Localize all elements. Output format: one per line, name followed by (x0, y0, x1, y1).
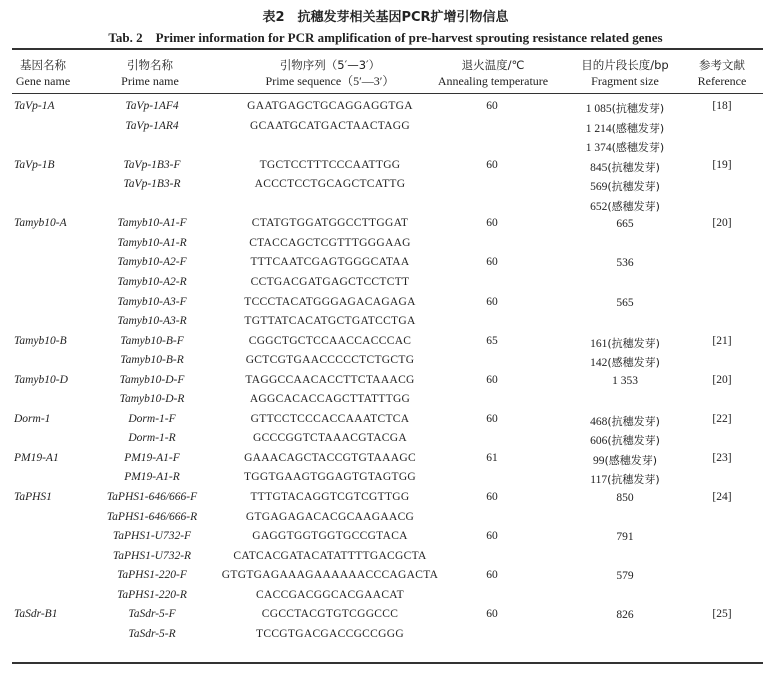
primer-cell: TaPHS1-646/666-F (106, 491, 198, 503)
fragment-cell (556, 608, 694, 621)
primer-cell: Tamyb10-D-F (119, 373, 185, 386)
table-row (0, 98, 771, 118)
fragment-note: (感穗发芽) (611, 141, 665, 155)
fragment-cell (556, 413, 694, 429)
reference-cell: [23] (712, 451, 732, 464)
table-row (0, 391, 771, 411)
fragment-size: 579 (616, 570, 634, 583)
reference-cell: [20] (712, 373, 732, 386)
fragment-size: 665 (616, 218, 634, 231)
primer-cell: Dorm-1-R (128, 432, 176, 445)
reference-cell: [21] (712, 334, 732, 347)
annealing-cell: 60 (486, 373, 498, 386)
fragment-size: 850 (616, 492, 634, 504)
sequence-cell: TAGGCCAACACCTTCTAAACG (245, 373, 415, 386)
annealing-cell: 60 (486, 100, 498, 112)
table-row (0, 333, 771, 353)
header-annealing: 退火温度/℃ Annealing temperature (437, 58, 549, 88)
table-row (0, 489, 771, 509)
fragment-cell (556, 217, 694, 230)
reference-cell: [18] (712, 100, 732, 112)
table-row (0, 176, 771, 196)
primer-cell: Tamyb10-A2-F (117, 256, 187, 269)
primer-cell: TaPHS1-220-R (117, 588, 187, 601)
annealing-cell: 60 (486, 295, 498, 308)
reference-cell: [19] (712, 158, 732, 171)
fragment-cell (556, 335, 694, 351)
reference-cell: [22] (712, 412, 732, 425)
fragment-note: (抗穗发芽) (607, 160, 660, 174)
annealing-cell: 60 (486, 530, 498, 543)
primer-cell: TaVp-1AR4 (125, 119, 179, 132)
fragment-size: 468 (590, 415, 608, 428)
fragment-note: (抗穗发芽) (607, 414, 660, 428)
sequence-cell: GCTCGTGAACCCCCTCTGCTG (245, 354, 415, 367)
annealing-cell: 60 (486, 569, 498, 582)
sequence-cell: CGCCTACGTGTCGGCCC (261, 608, 399, 621)
fragment-cell (556, 354, 694, 370)
table-row (0, 274, 771, 294)
sequence-cell: TCCCTACATGGGAGACAGAGA (244, 295, 416, 308)
sequence-cell: CGGCTGCTCCAACCACCCAC (248, 334, 412, 347)
annealing-cell: 60 (486, 608, 498, 621)
header-fragment: 目的片段长度/bp Fragment size (581, 58, 669, 88)
sequence-cell: GTGAGAGACACGCAAGAACG (245, 510, 415, 523)
fragment-size: 565 (616, 296, 634, 309)
table-row (0, 587, 771, 607)
primer-cell: Dorm-1-F (128, 412, 176, 425)
fragment-size: 1 085 (585, 103, 612, 115)
fragment-cell (556, 432, 694, 448)
annealing-cell: 60 (486, 217, 498, 230)
primer-cell: PM19-A1-R (124, 471, 180, 484)
header-rule (12, 93, 763, 94)
sequence-cell: GTTCCTCCCACCAAATCTCA (250, 412, 410, 425)
reference-cell: [20] (712, 217, 732, 230)
primer-cell: Tamyb10-B-F (120, 334, 184, 347)
sequence-cell: TTTGTACAGGTCGTCGTTGG (250, 491, 410, 503)
table-row (0, 626, 771, 646)
fragment-size: 161 (590, 337, 608, 350)
fragment-size: 826 (616, 609, 634, 622)
primer-cell: TaPHS1-U732-R (112, 549, 192, 562)
table-row (0, 430, 771, 450)
fragment-note: (抗穗发芽) (607, 336, 660, 350)
table-row (0, 548, 771, 568)
fragment-note: (抗穗发芽) (607, 180, 660, 194)
primer-cell: TaPHS1-220-F (117, 569, 187, 582)
fragment-size: 1 214 (585, 122, 612, 135)
table-title-zh: 表2 抗穗发芽相关基因PCR扩增引物信息 (262, 10, 509, 25)
annealing-cell: 65 (486, 334, 498, 347)
header-reference: 参考文献 Reference (697, 58, 747, 88)
fragment-cell (556, 471, 694, 487)
fragment-note: (感穗发芽) (607, 356, 660, 370)
fragment-note: (抗穗发芽) (611, 102, 665, 115)
fragment-size: 606 (590, 435, 608, 448)
fragment-size: 845 (590, 161, 608, 174)
primer-cell: TaVp-1B3-F (123, 158, 181, 171)
primer-cell: Tamyb10-B-R (120, 354, 184, 367)
gene-cell: TaVp-1A (14, 100, 55, 112)
fragment-cell (556, 198, 694, 214)
sequence-cell: GTGTGAGAAAGAAAAAACCCAGACTA (221, 569, 439, 582)
primer-cell: TaPHS1-U732-F (112, 530, 192, 543)
table-row (0, 137, 771, 157)
fragment-cell (556, 569, 694, 582)
table-row (0, 469, 771, 489)
fragment-note: (抗穗发芽) (607, 434, 660, 448)
table-row (0, 352, 771, 372)
primer-cell: Tamyb10-A1-F (117, 217, 187, 230)
header-gene: 基因名称 Gene name (15, 58, 71, 88)
annealing-cell: 60 (486, 256, 498, 269)
fragment-size: 117 (590, 474, 608, 487)
sequence-cell: GAGGTGGTGGTGCCGTACA (252, 530, 408, 543)
table-row (0, 254, 771, 274)
table-row (0, 294, 771, 314)
annealing-cell: 60 (486, 158, 498, 171)
sequence-cell: AGGCACACCAGCTTATTTGG (249, 393, 411, 406)
sequence-cell: GAATGAGCTGCAGGAGGTGA (247, 100, 413, 112)
fragment-note: (感穗发芽) (604, 453, 658, 467)
sequence-cell: GAAACAGCTACCGTGTAAAGC (244, 451, 416, 464)
fragment-size: 791 (616, 531, 634, 544)
sequence-cell: TGCTCCTTTCCCAATTGG (259, 158, 401, 171)
primer-cell: Tamyb10-D-R (119, 393, 185, 406)
primer-cell: PM19-A1-F (124, 451, 180, 464)
fragment-cell (556, 139, 694, 155)
table-title-en: Tab. 2 Primer information for PCR amplification of pre-harvest sprouting resistance related genes (108, 30, 663, 45)
fragment-note: (抗穗发芽) (607, 473, 660, 487)
sequence-cell: GCCCGGTCTAAACGTACGA (252, 432, 407, 445)
fragment-cell (556, 296, 694, 309)
primer-cell: Tamyb10-A2-R (117, 275, 187, 288)
sequence-cell: ACCCTCCTGCAGCTCATTG (254, 178, 406, 191)
fragment-cell (556, 452, 694, 468)
fragment-size: 536 (616, 257, 634, 270)
gene-cell: PM19-A1 (14, 451, 59, 464)
sequence-cell: TCCGTGACGACCGCCGGG (256, 627, 404, 640)
fragment-cell (556, 530, 694, 543)
table-row (0, 528, 771, 548)
gene-cell: TaVp-1B (14, 158, 55, 171)
primer-cell: Tamyb10-A1-R (117, 236, 187, 249)
primer-cell: Tamyb10-A3-F (117, 295, 187, 308)
gene-cell: Tamyb10-D (14, 373, 68, 386)
fragment-size: 652 (590, 200, 608, 213)
fragment-cell (556, 100, 694, 116)
table-row (0, 157, 771, 177)
header-primer: 引物名称 Prime name (121, 58, 179, 88)
primer-cell: TaVp-1B3-R (123, 178, 181, 191)
top-rule (12, 48, 763, 50)
table-row (0, 196, 771, 216)
fragment-cell (556, 256, 694, 269)
table-row (0, 215, 771, 235)
primer-cell: TaSdr-5-R (128, 627, 176, 640)
gene-cell: TaPHS1 (14, 491, 52, 503)
gene-cell: Tamyb10-A (14, 217, 67, 230)
gene-cell: Dorm-1 (14, 412, 51, 425)
table-row (0, 235, 771, 255)
primer-cell: TaSdr-5-F (128, 608, 176, 621)
bottom-rule (12, 662, 763, 664)
table-row (0, 606, 771, 626)
fragment-cell (556, 491, 694, 504)
fragment-cell (556, 159, 694, 175)
table-row (0, 118, 771, 138)
table-row (0, 372, 771, 392)
fragment-size: 1 353 (612, 374, 638, 387)
sequence-cell: GCAATGCATGACTAACTAGG (249, 119, 411, 132)
table-row (0, 313, 771, 333)
annealing-cell: 60 (486, 491, 498, 503)
annealing-cell: 60 (486, 412, 498, 425)
reference-cell: [25] (712, 608, 732, 621)
primer-cell: Tamyb10-A3-R (117, 315, 187, 328)
sequence-cell: CCTGACGATGAGCTCCTCTT (250, 275, 410, 288)
fragment-cell (556, 374, 694, 387)
gene-cell: Tamyb10-B (14, 334, 67, 347)
table-row (0, 411, 771, 431)
fragment-note: (感穗发芽) (607, 199, 660, 213)
sequence-cell: TTTCAATCGAGTGGGCATAA (250, 256, 410, 269)
sequence-cell: CTATGTGGATGGCCTTGGAT (251, 217, 409, 230)
fragment-cell (556, 178, 694, 194)
table-row (0, 567, 771, 587)
fragment-size: 142 (590, 357, 608, 370)
sequence-cell: CACCGACGGCACGAACAT (256, 588, 404, 601)
fragment-note: (感穗发芽) (611, 121, 665, 135)
sequence-cell: TGTTATCACATGCTGATCCTGA (244, 315, 416, 328)
gene-cell: TaSdr-B1 (14, 608, 58, 621)
sequence-cell: TGGTGAAGTGGAGTGTAGTGG (243, 471, 417, 484)
fragment-size: 1 374 (585, 142, 612, 155)
table-row (0, 509, 771, 529)
fragment-size: 569 (590, 181, 608, 194)
sequence-cell: CATCACGATACATATTTTGACGCTA (233, 549, 427, 562)
sequence-cell: CTACCAGCTCGTTTGGGAAG (249, 236, 411, 249)
table-row (0, 450, 771, 470)
header-sequence: 引物序列（5′—3′） Prime sequence（5′—3′） (265, 58, 395, 88)
primer-cell: TaVp-1AF4 (125, 100, 179, 112)
annealing-cell: 61 (486, 451, 498, 464)
primer-cell: TaPHS1-646/666-R (106, 510, 198, 523)
reference-cell: [24] (712, 491, 732, 503)
fragment-cell (556, 120, 694, 136)
fragment-size: 99 (592, 454, 605, 467)
